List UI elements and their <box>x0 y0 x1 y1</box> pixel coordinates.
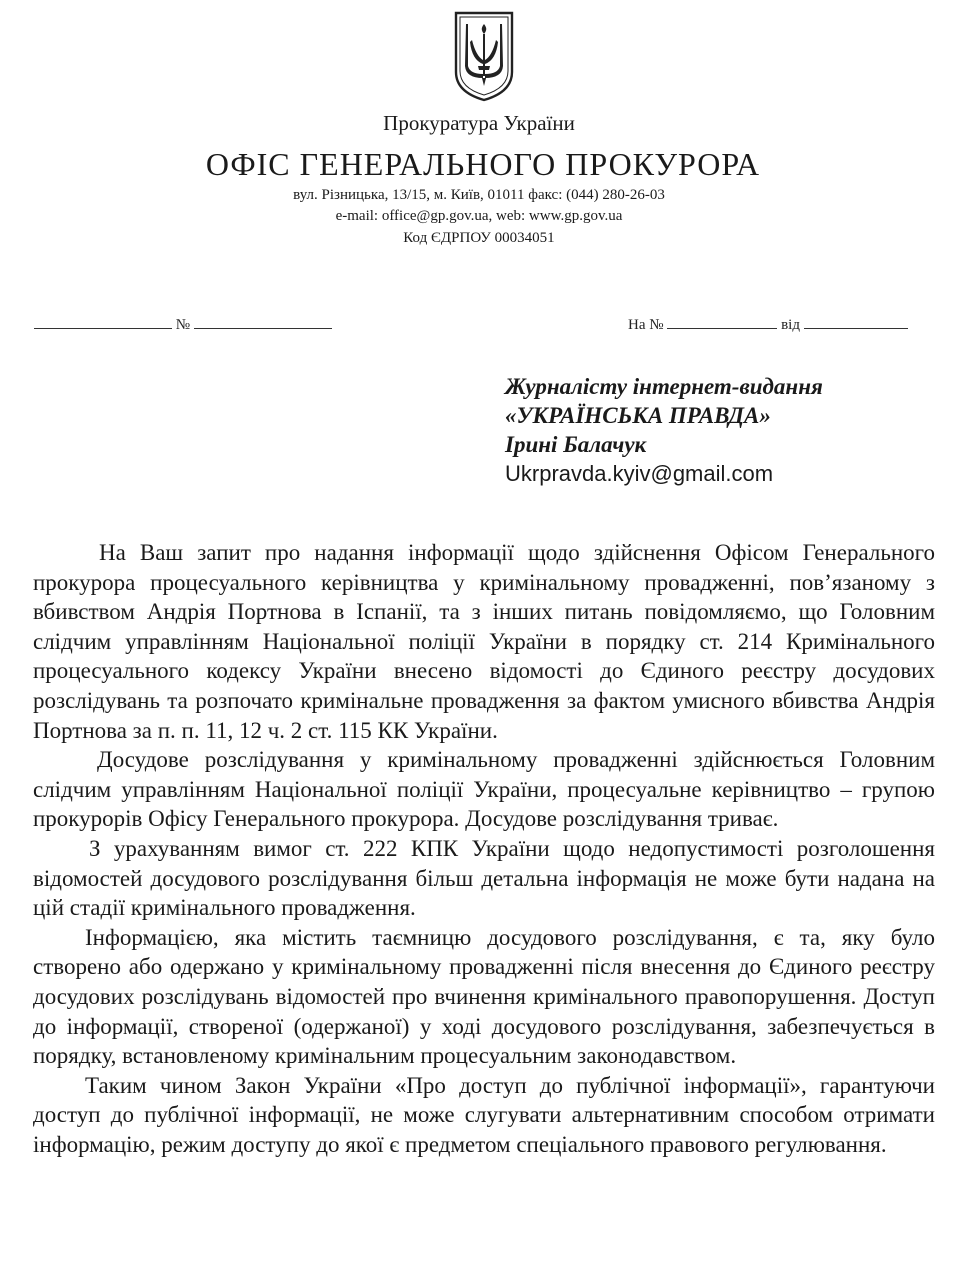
coat-of-arms-icon <box>452 10 516 102</box>
addressee-position: Журналісту інтернет-видання <box>505 374 823 399</box>
incoming-registration <box>628 314 908 334</box>
addressee-email: Ukrpravda.kyiv@gmail.com <box>505 461 774 486</box>
reply-to-label: На № <box>628 317 664 333</box>
from-label: від <box>781 317 800 333</box>
addressee-name: Ірині Балачук <box>505 432 647 457</box>
reply-date-blank <box>804 314 908 329</box>
letter-body <box>33 538 935 1159</box>
reply-number-blank <box>667 314 777 329</box>
addressee-block <box>505 372 823 488</box>
edrpou-code: Код ЄДРПОУ 00034051 <box>403 230 555 246</box>
paragraph-2: Досудове розслідування у кримінальному провадженні здійснюється Головним слідчим управлінням Національної поліції України, процесуальне керівництво – групою прокурорів Офісу Генерального прокурора. Досудове розслідування триває. <box>33 747 935 832</box>
paragraph-4: Інформацією, яка містить таємницю досудового розслідування, є та, яку було створено або одержано у кримінальному провадженні після внесення до Єдиного реєстру досудових розслідувань відомостей про вчинення кримінального правопорушення. Доступ до інформації, створеної (одержаної) у ході досудового розслідування, забезпечується в порядку, встановленому кримінальним процесуальним законодавством. <box>33 924 935 1069</box>
number-blank <box>194 314 332 329</box>
date-blank <box>34 314 172 329</box>
ministry-name: Прокуратура України <box>383 111 575 135</box>
address-line: вул. Різницька, 13/15, м. Київ, 01011 факс: (044) 280-26-03 <box>293 187 665 203</box>
outgoing-registration <box>34 314 332 334</box>
addressee-outlet: «УКРАЇНСЬКА ПРАВДА» <box>505 403 771 428</box>
email-web-line: e-mail: office@gp.gov.ua, web: www.gp.gov.ua <box>335 208 623 224</box>
office-title: ОФІС ГЕНЕРАЛЬНОГО ПРОКУРОРА <box>205 146 761 182</box>
number-sign: № <box>175 317 191 333</box>
paragraph-5: Таким чином Закон України «Про доступ до публічної інформації», гарантуючи доступ до публічної інформації, не може слугувати альтернативним способом отримати інформацію, режим доступу до якої є предметом спеціального правового регулювання. <box>33 1072 935 1157</box>
paragraph-1: На Ваш запит про надання інформації щодо здійснення Офісом Генерального прокурора процесуального керівництва у кримінальному провадженні, пов’язаному з вбивством Андрія Портнова в Іспанії, та з інших питань повідомляємо, що Головним слідчим управлінням Національної поліції України в порядку ст. 214 Кримінального процесуального кодексу України внесено відомості до Єдиного реєстру досудових розслідувань та розпочато кримінальне провадження за фактом умисного вбивства Андрія Портнова за п. п. 11, 12 ч. 2 ст. 115 КК України. <box>33 540 935 743</box>
paragraph-3: З урахуванням вимог ст. 222 КПК України щодо недопустимості розголошення відомостей досудового розслідування більш детальна інформація не може бути надана на цій стадії кримінального провадження. <box>33 835 935 921</box>
